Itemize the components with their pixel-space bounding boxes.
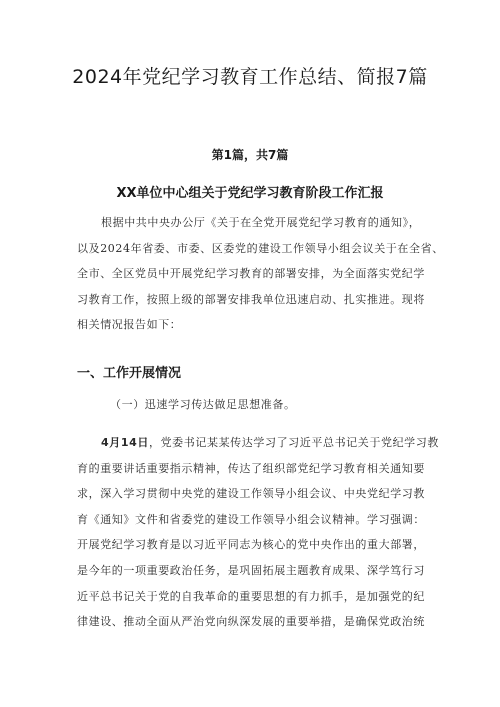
body-date: 4月14日 <box>101 436 149 449</box>
body-line: 律建设、推动全面从严治党向纵深发展的重要举措，是确保党政治统 <box>77 615 425 629</box>
body-line: 育《通知》文件和省委党的建设工作领导小组会议精神。学习强调： <box>77 512 425 526</box>
body-line: 求，深入学习贯彻中央党的建设工作领导小组会议、中央党纪学习教 <box>77 487 425 501</box>
section-heading: 一、工作开展情况 <box>77 366 182 381</box>
body-line: 近平总书记关于党的自我革命的重要思想的有力抓手，是加强党的纪 <box>77 589 425 603</box>
body-line-text: ，党委书记某某传达学习了习近平总书记关于党纪学习教 <box>148 436 439 449</box>
intro-line: 习教育工作，按照上级的部署安排我单位迅速启动、扎实推进。现将 <box>77 292 425 306</box>
document-title: 2024年党纪学习教育工作总结、简报7篇 <box>72 66 428 88</box>
part-indicator: 第1篇，共7篇 <box>211 148 289 162</box>
intro-line: 根据中共中央办公厅《关于在全党开展党纪学习教育的通知》， <box>101 216 421 229</box>
body-line-first <box>77 430 437 456</box>
subsection-heading: （一）迅速学习传达做足思想准备。 <box>110 398 296 411</box>
body-paragraph <box>77 430 437 635</box>
report-title: XX单位中心组关于党纪学习教育阶段工作汇报 <box>116 186 384 201</box>
body-line: 是今年的一项重要政治任务，是巩固拓展主题教育成果、深学笃行习 <box>77 563 425 577</box>
intro-paragraph <box>77 210 444 338</box>
intro-line: 相关情况报告如下： <box>77 318 182 332</box>
body-line: 开展党纪学习教育是以习近平同志为核心的党中央作出的重大部署， <box>77 538 425 552</box>
intro-line: 以及2024年省委、市委、区委党的建设工作领导小组会议关于在全省、 <box>77 241 444 255</box>
intro-line: 全市、全区党员中开展党纪学习教育的部署安排，为全面落实党纪学 <box>77 267 425 281</box>
body-line: 育的重要讲话重要指示精神，传达了组织部党纪学习教育相关通知要 <box>77 461 425 475</box>
